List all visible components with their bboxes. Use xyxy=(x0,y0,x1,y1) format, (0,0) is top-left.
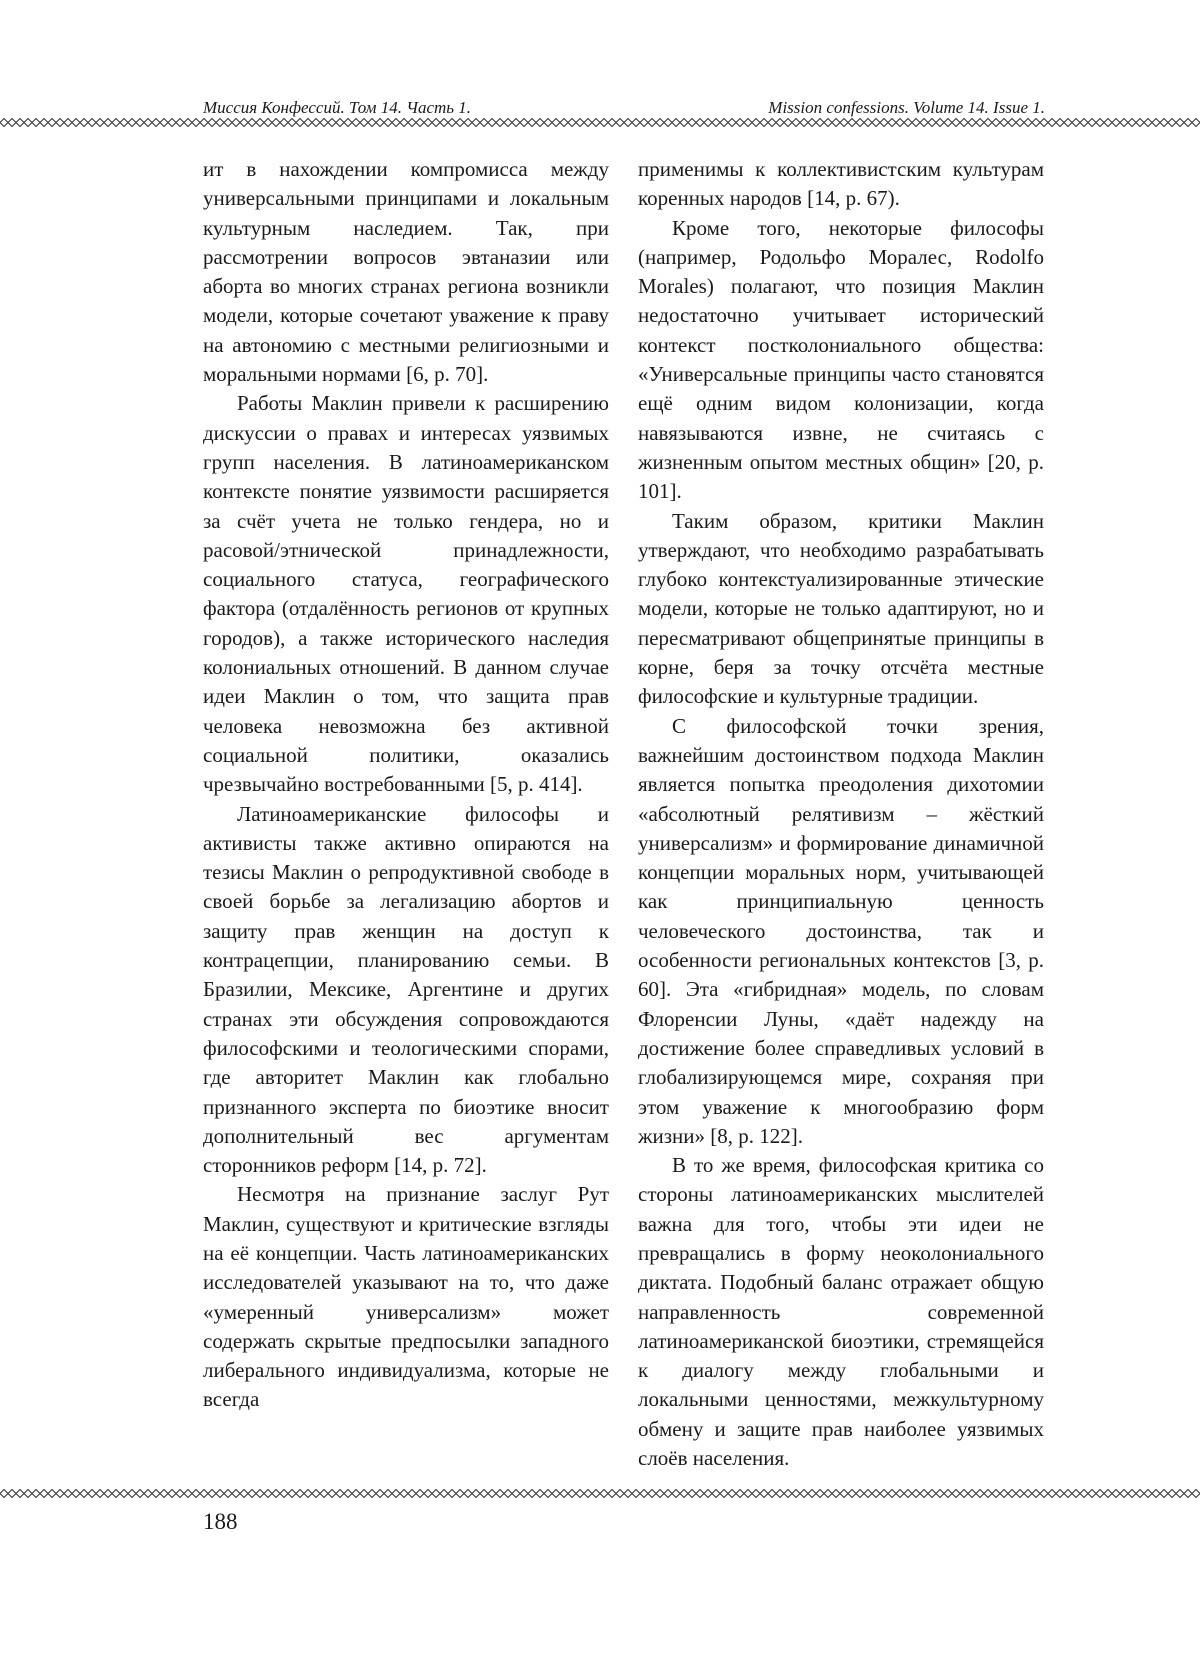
paragraph: применимы к коллективистским культурам коренных народов [14, p. 67). xyxy=(638,157,1044,211)
header-journal-title-en: Mission confessions. Volume 14. Issue 1. xyxy=(768,98,1045,117)
paragraph: Латиноамериканские философы и активисты также активно опираются на тезисы Маклин о репродуктивной свободе в своей борьбе за легализацию абортов и защиту прав женщин на доступ к контрацепции, планированию семьи. В Бразилии, Мексике, Аргентине и других странах эти обсуждения сопровождаются философскими и теологическими спорами, где авторитет Маклин как глобально признанного эксперта по биоэтике вносит дополнительный вес аргументам сторонников реформ [14, p. 72]. xyxy=(203,801,609,1178)
left-text-column xyxy=(203,155,609,1415)
paragraph: Несмотря на признание заслуг Рут Маклин, существуют и критические взгляды на её концепции. Часть латиноамериканских исследователей указывают на то, что даже «умеренный универсализм» может содержать скрытые предпосылки западного либерального индивидуализма, которые не всегда xyxy=(203,1182,609,1412)
paragraph: С философской точки зрения, важнейшим достоинством подхода Маклин является попытка преодоления дихотомии «абсолютный релятивизм – жёсткий универсализм» и формирование динамичной концепции моральных норм, учитывающей как принципиальную ценность человеческого достоинства, так и особенности региональных контекстов [3, p. 60]. Эта «гибридная» модель, по словам Флоренсии Луны, «даёт надежду на достижение более справедливых условий в глобализирующемся мире, сохраняя при этом уважение к многообразию форм жизни» [8, p. 122]. xyxy=(638,713,1044,1148)
paragraph: Работы Маклин привели к расширению дискуссии о правах и интересах уязвимых групп населения. В латиноамериканском контексте понятие уязвимости расширяется за счёт учета не только гендера, но и расовой/этнической принадлежности, социального статуса, географического фактора (отдалённость регионов от крупных городов), а также исторического наследия колониальных отношений. В данном случае идеи Маклин о том, что защита прав человека невозможна без активной социальной политики, оказались чрезвычайно востребованными [5, p. 414]. xyxy=(203,391,609,797)
paragraph: ит в нахождении компромисса между универсальными принципами и локальным культурным наследием. Так, при рассмотрении вопросов эвтаназии или аборта во многих странах региона возникли модели, которые сочетают уважение к праву на автономию с местными религиозными и моральными нормами [6, p. 70]. xyxy=(203,157,609,387)
header-journal-title-ru: Миссия Конфессий. Том 14. Часть 1. xyxy=(203,98,472,117)
page-number: 188 xyxy=(203,1509,238,1534)
paragraph: В то же время, философская критика со стороны латиноамериканских мыслителей важна для того, чтобы эти идеи не превращались в форму неоколониального диктата. Подобный баланс отражает общую направленность современной латиноамериканской биоэтики, стремящейся к диалогу между глобальными и локальными ценностями, межкультурному обмену и защите прав наиболее уязвимых слоёв населения. xyxy=(638,1153,1044,1471)
header-ornament-rule xyxy=(0,117,1200,128)
paragraph: Кроме того, некоторые философы (например, Родольфо Моралес, Rodolfo Morales) полагают, что позиция Маклин недостаточно учитывает исторический контекст постколониального общества: «Универсальные принципы часто становятся ещё одним видом колонизации, когда навязываются извне, не считаясь с жизненным опытом местных общин» [20, p. 101]. xyxy=(638,215,1044,504)
footer-ornament-rule xyxy=(0,1488,1200,1499)
paragraph: Таким образом, критики Маклин утверждают, что необходимо разрабатывать глубоко контекстуализированные этические модели, которые не только адаптируют, но и пересматривают общепринятые принципы в корне, беря за точку отсчёта местные философские и культурные традиции. xyxy=(638,508,1044,709)
right-text-column xyxy=(638,155,1044,1473)
